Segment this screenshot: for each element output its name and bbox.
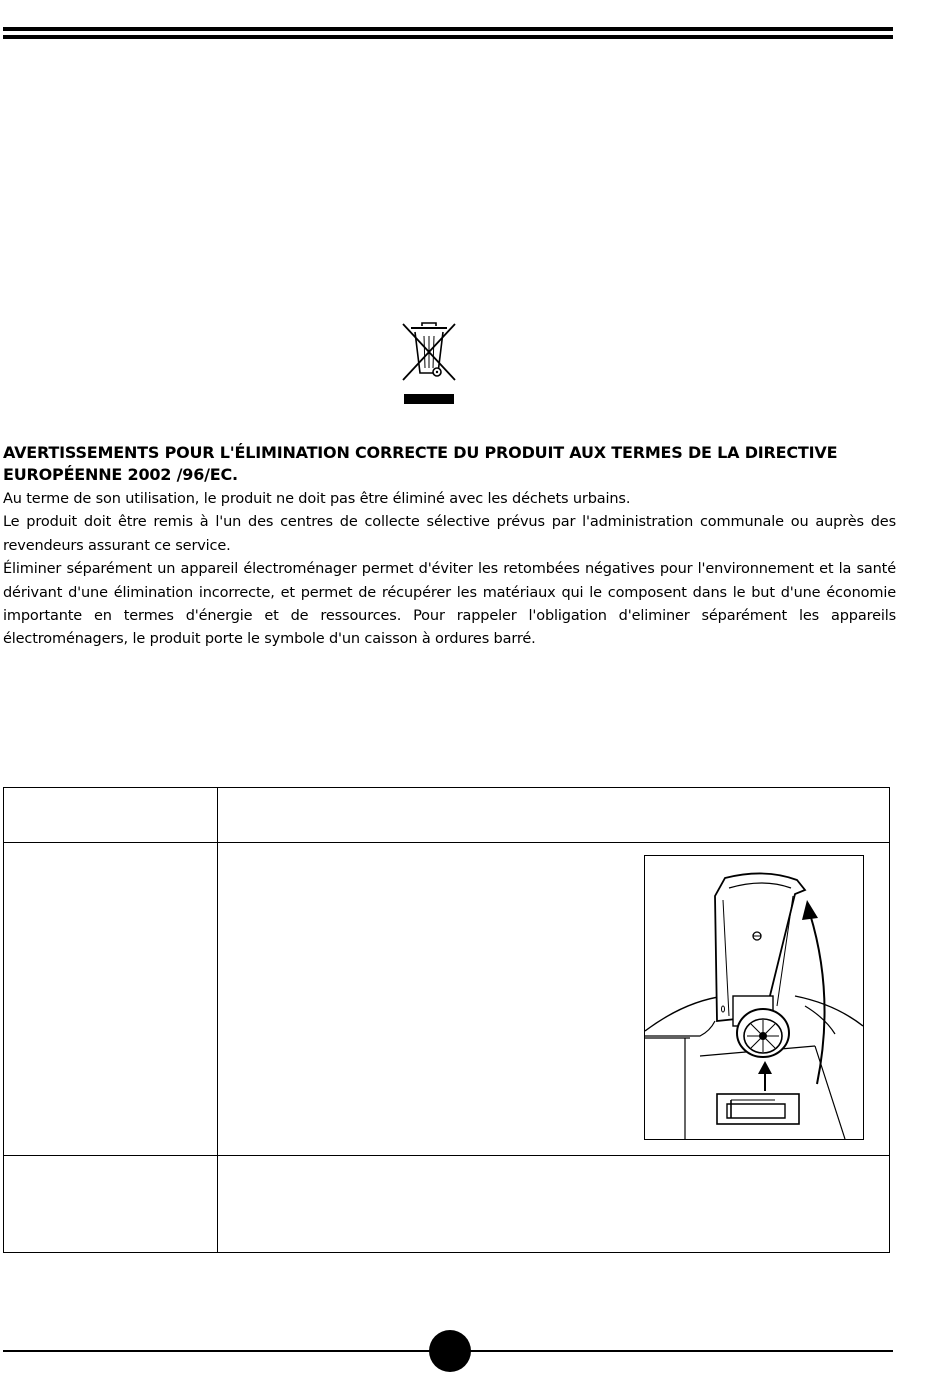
header-rule-thick <box>3 27 893 31</box>
paragraph-2: Le produit doit être remis à l'un des centres de collecte sélective prévus par l'administration communale ou auprès des revendeurs assurant ce service. <box>3 514 896 554</box>
table-row-divider <box>3 1155 890 1156</box>
paragraph-1: Au terme de son utilisation, le produit ne doit pas être éliminé avec les déchets urbains. <box>3 491 631 507</box>
table-row-divider <box>3 842 890 843</box>
table-column-divider <box>217 787 218 1253</box>
section-heading: AVERTISSEMENTS POUR L'ÉLIMINATION CORRECTE DU PRODUIT AUX TERMES DE LA DIRECTIVE EUROPÉENNE 2002 /96/EC. <box>3 443 838 484</box>
paragraph-3: Éliminer séparément un appareil électroménager permet d'éviter les retombées négatives pour l'environnement et la santé dérivant d'une élimination incorrecte, et permet de récupérer les matériaux qui le composent dans le but d'une économie importante en termes d'énergie et de ressources. Pour rappeler l'obligation d'eliminer séparément les appareils électroménagers, le produit porte le symbole d'un caisson à ordures barré. <box>3 561 896 648</box>
disposal-notice <box>3 442 896 652</box>
appliance-lid-hinge-icon <box>645 856 863 1139</box>
lid-hinge-illustration <box>644 855 864 1140</box>
crossed-out-wheeled-bin-icon <box>398 318 460 406</box>
page-marker <box>429 1330 471 1372</box>
header-rule-thin <box>3 35 893 39</box>
